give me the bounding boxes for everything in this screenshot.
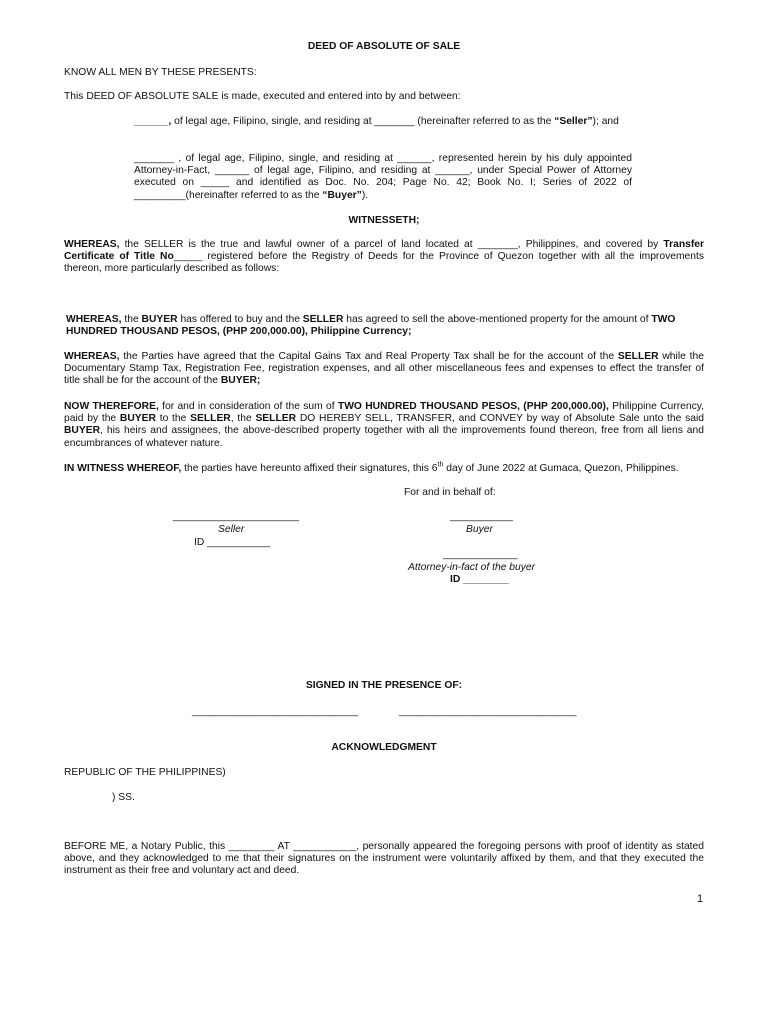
document-title: DEED OF ABSOLUTE OF SALE xyxy=(307,41,461,52)
buyer-label: Buyer xyxy=(466,524,493,535)
attorney-id-line: ID ________ xyxy=(450,574,509,585)
page-number: 1 xyxy=(697,893,704,905)
whereas-taxes-paragraph: WHEREAS, the Parties have agreed that the Capital Gains Tax and Real Property Tax shall be for the account of the SELLER while the Documentary Stamp Tax, Registration Fee, registration expenses, and all other miscellaneous fees and expenses to effect the transfer of title shall be for the account of the BUYER; xyxy=(64,351,704,387)
seller-party-paragraph: ______, of legal age, Filipino, single, and residing at _______ (hereinafter referred to as the “Seller”); and xyxy=(134,116,619,127)
attorney-signature-line: _____________ xyxy=(443,549,518,560)
know-all-line: KNOW ALL MEN BY THESE PRESENTS: xyxy=(64,67,257,78)
seller-id-line: ID ___________ xyxy=(194,537,271,548)
ss-line: ) SS. xyxy=(112,792,135,803)
intro-paragraph: This DEED OF ABSOLUTE SALE is made, executed and entered into by and between: xyxy=(64,91,461,102)
witness-signature-line-2: _______________________________ xyxy=(399,706,577,717)
signed-presence-heading: SIGNED IN THE PRESENCE OF: xyxy=(305,680,463,691)
seller-label: Seller xyxy=(218,524,245,535)
whereas-ownership-paragraph: WHEREAS, the SELLER is the true and lawful owner of a parcel of land located at _______, Philippines, and covered by Transfer Certificate of Title No_____ registered before the Registry of Deeds for the Province of Quezon together with all the improvements thereon, more particularly described as follows: xyxy=(64,239,704,275)
acknowledgment-heading: ACKNOWLEDGMENT xyxy=(331,742,437,753)
witnesseth-heading: WITNESSETH; xyxy=(348,215,420,226)
buyer-signature-line: ___________ xyxy=(450,511,513,522)
notary-paragraph: BEFORE ME, a Notary Public, this ________ AT ___________, personally appeared the foregoing persons with proof of identity as stated above, and they acknowledged to me that their signatures on the instrument were voluntarily affixed by them, and that they executed the instrument as their free and voluntary act and deed. xyxy=(64,841,704,877)
in-witness-paragraph: IN WITNESS WHEREOF, the parties have hereunto affixed their signatures, this 6th day of June 2022 at Gumaca, Quezon, Philippines. xyxy=(64,461,679,474)
seller-signature-line: ______________________ xyxy=(173,511,299,522)
republic-line: REPUBLIC OF THE PHILIPPINES) xyxy=(64,767,226,778)
whereas-offer-paragraph: WHEREAS, the BUYER has offered to buy and the SELLER has agreed to sell the above-mentioned property for the amount of TWO HUNDRED THOUSAND PESOS, (PHP 200,000.00), Philippine Currency; xyxy=(66,314,676,338)
witness-signature-line-1: _____________________________ xyxy=(192,706,359,717)
attorney-label: Attorney-in-fact of the buyer xyxy=(408,562,536,573)
now-therefore-paragraph: NOW THEREFORE, for and in consideration of the sum of TWO HUNDRED THOUSAND PESOS, (PHP 200,000.00), Philippine Currency, paid by the BUYER to the SELLER, the SELLER DO HEREBY SELL, TRANSFER, and CONVEY by way of Absolute Sale unto the said BUYER, his heirs and assignees, the above-described property together with all the improvements found thereon, free from all liens and encumbrances of whatever nature. xyxy=(64,401,705,449)
behalf-line: For and in behalf of: xyxy=(404,487,496,498)
buyer-party-paragraph: _______ , of legal age, Filipino, single, and residing at ______, represented herein by his duly appointed Attorney-in-Fact, ______ of legal age, Filipino, and residing at ______, under Special Power of Attorney executed on _____ and identified as Doc. No. 204; Page No. 42; Book No. I; Series of 2022 of _________(hereinafter referred to as the “Buyer”). xyxy=(134,153,632,201)
